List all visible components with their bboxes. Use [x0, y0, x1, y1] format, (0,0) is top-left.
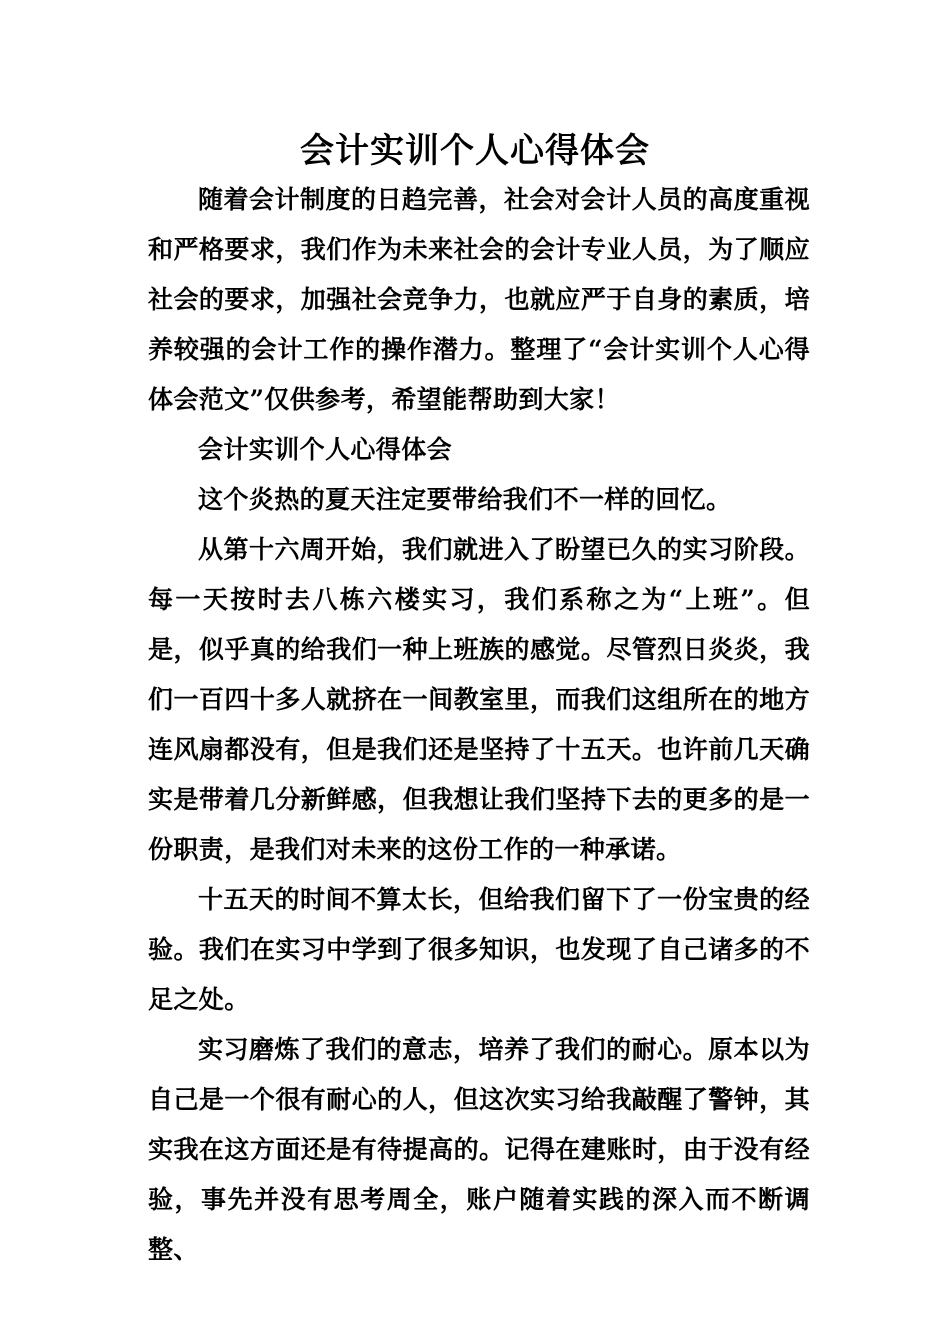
paragraph-summer: 这个炎热的夏天注定要带给我们不一样的回忆。	[198, 485, 732, 514]
paragraph-patience: 实习磨炼了我们的意志，培养了我们的耐心。原本以为自己是一个很有耐心的人，但这次实习给我敲醒了警钟，其实我在这方面还是有待提高的。记得在建账时，由于没有经验，事先并没有思考周全，账户随着实践的深入而不断调整、	[148, 1035, 810, 1264]
paragraph-internship-start: 从第十六周开始，我们就进入了盼望已久的实习阶段。每一天按时去八栋六楼实习，我们系称之为“上班”。但是，似乎真的给我们一种上班族的感觉。尽管烈日炎炎，我们一百四十多人就挤在一间教室里，而我们这组所在的地方连风扇都没有，但是我们还是坚持了十五天。也许前几天确实是带着几分新鲜感，但我想让我们坚持下去的更多的是一份职责，是我们对未来的这份工作的一种承诺。	[148, 535, 810, 864]
document-body	[148, 175, 810, 1275]
document-title: 会计实训个人心得体会	[300, 131, 650, 171]
paragraph-fifteen-days: 十五天的时间不算太长，但给我们留下了一份宝贵的经验。我们在实习中学到了很多知识，也发现了自己诸多的不足之处。	[148, 885, 810, 1014]
paragraph-subtitle: 会计实训个人心得体会	[198, 435, 453, 464]
paragraph-intro: 随着会计制度的日趋完善，社会对会计人员的高度重视和严格要求，我们作为未来社会的会计专业人员，为了顺应社会的要求，加强社会竞争力，也就应严于自身的素质，培养较强的会计工作的操作潜力。整理了“会计实训个人心得体会范文”仅供参考，希望能帮助到大家！	[148, 185, 810, 414]
